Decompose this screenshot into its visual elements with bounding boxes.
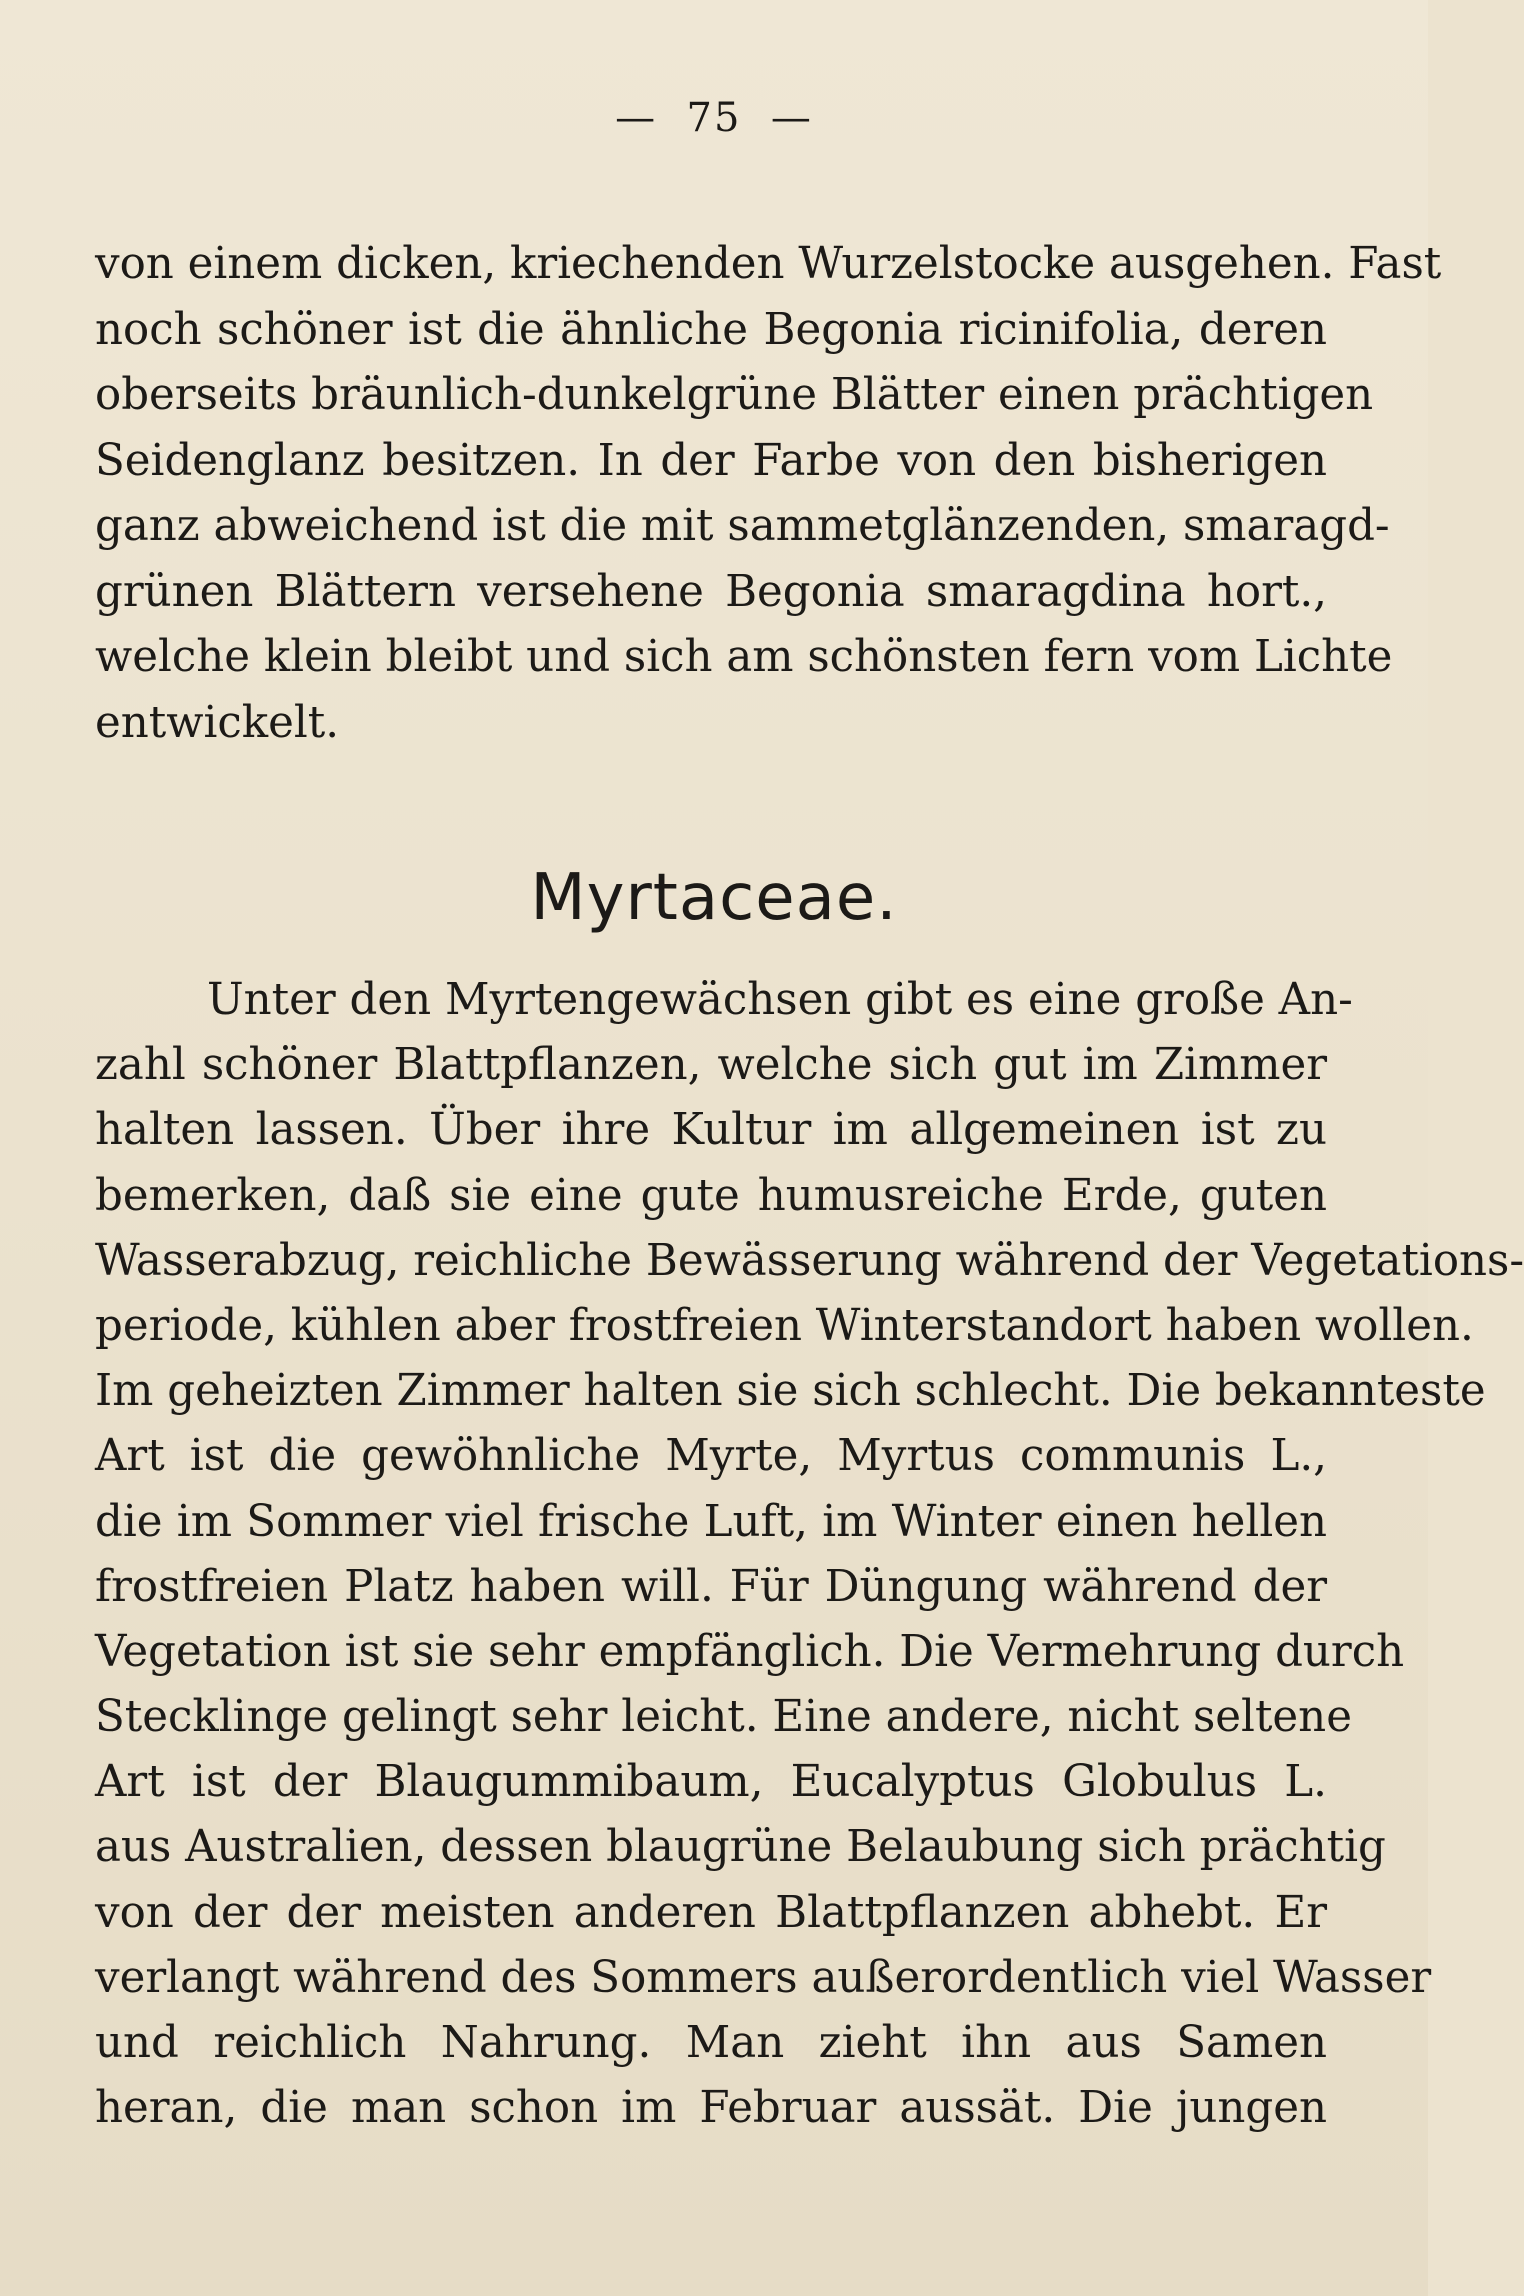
text-line: noch schöner ist die ähnliche Begonia ricinifolia, deren	[95, 304, 1327, 355]
text-line: bemerken, daß sie eine gute humusreiche Erde, guten	[95, 1170, 1327, 1221]
text-line: Seidenglanz besitzen. In der Farbe von den bisherigen	[95, 435, 1327, 486]
text-line: entwickelt.	[95, 697, 340, 748]
page-number: — 75 —	[615, 95, 813, 141]
text-line: und reichlich Nahrung. Man zieht ihn aus Samen	[95, 2018, 1327, 2068]
text-line: von einem dicken, kriechenden Wurzelstocke ausgehen. Fast	[95, 239, 1442, 289]
text-line: Wasserabzug, reichliche Bewässerung während der Vegetations-	[95, 1235, 1524, 1286]
text-line: zahl schöner Blattpflanzen, welche sich gut im Zimmer	[95, 1040, 1327, 1091]
text-line: verlangt während des Sommers außerordentlich viel Wasser	[95, 1952, 1432, 2003]
text-line: Unter den Myrtengewächsen gibt es eine große An-	[207, 975, 1353, 1025]
text-line: von der der meisten anderen Blattpflanzen abhebt. Er	[95, 1887, 1327, 1938]
text-line: ganz abweichend ist die mit sammetglänzenden, smaragd-	[95, 501, 1390, 551]
text-line: die im Sommer viel frische Luft, im Winter einen hellen	[95, 1496, 1327, 1547]
text-line: periode, kühlen aber frostfreien Winterstandort haben wollen.	[95, 1300, 1474, 1351]
text-line: oberseits bräunlich-dunkelgrüne Blätter einen prächtigen	[95, 370, 1374, 420]
text-line: frostfreien Platz haben will. Für Düngung während der	[95, 1561, 1327, 1612]
text-line: Stecklinge gelingt sehr leicht. Eine andere, nicht seltene	[95, 1692, 1352, 1743]
paragraph-myrtaceae	[95, 968, 1524, 2141]
text-line: grünen Blättern versehene Begonia smaragdina hort.,	[95, 566, 1327, 617]
text-line: Im geheizten Zimmer halten sie sich schlecht. Die bekannteste	[95, 1366, 1486, 1417]
paragraph-begonia	[95, 232, 1442, 756]
text-line: aus Australien, dessen blaugrüne Belaubung sich prächtig	[95, 1822, 1386, 1873]
text-line: halten lassen. Über ihre Kultur im allgemeinen ist zu	[95, 1105, 1327, 1156]
text-line: Vegetation ist sie sehr empfänglich. Die Vermehrung durch	[95, 1626, 1405, 1677]
text-line: heran, die man schon im Februar aussät. Die jungen	[95, 2083, 1327, 2134]
text-line: Art ist die gewöhnliche Myrte, Myrtus communis L.,	[95, 1431, 1327, 1482]
text-line: Art ist der Blaugummibaum, Eucalyptus Globulus L.	[95, 1757, 1327, 1808]
section-heading: Myrtaceae.	[530, 861, 898, 935]
text-line: welche klein bleibt und sich am schönsten fern vom Lichte	[95, 632, 1393, 682]
